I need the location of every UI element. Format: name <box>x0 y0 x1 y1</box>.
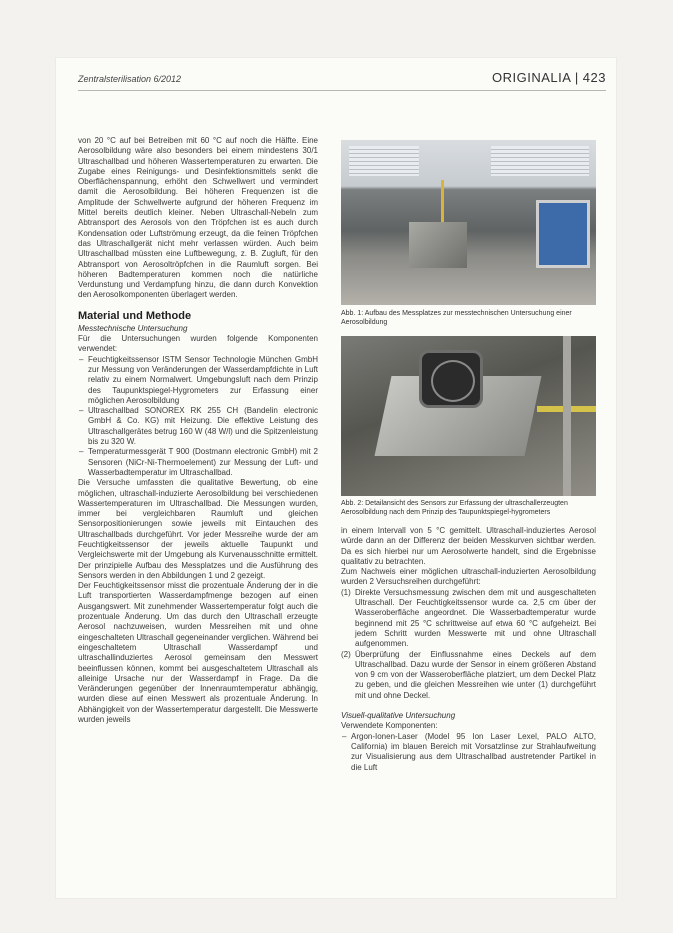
item-text: Direkte Versuchsmessung zwischen dem mit und ausgeschalteten Ultraschall. Der Feuchtigkeitssensor wurde ca. 2,5 cm über der Wasseroberfläche angeordnet. Die Wasserbadtemperatur wurde beginnend mit 25 °C schrittweise auf etwa 60 °C aufgeheizt. Bei jedem Schritt wurden Messwerte mit und ohne Ultraschall aufgenommen. <box>355 587 596 649</box>
section-page-number: ORIGINALIA | 423 <box>492 70 606 85</box>
fan-grille <box>419 350 483 408</box>
component-list <box>78 355 318 479</box>
left-column <box>78 136 318 725</box>
running-header <box>78 70 606 91</box>
right-column <box>341 526 596 773</box>
item-number: (2) <box>341 649 351 659</box>
stand-pole <box>563 336 571 496</box>
item-text: Überprüfung der Einflussnahme eines Deckels auf dem Ultraschallbad. Dazu wurde der Sensor in einem größeren Abstand von 9 cm von der Wasseroberfläche platziert, um dem Deckel Platz zu geben, und die gleichen Messreihen wie unter (1) durchgeführt mit und ohne Deckel. <box>355 649 596 700</box>
figure-2-photo <box>341 336 596 496</box>
intro-paragraph: von 20 °C auf bei Betreiben mit 60 °C auf noch die Hälfte. Eine Aerosolbildung wäre also besonders bei einem mindestens 30/1 Ultraschallbad und höheren Wassertemperaturen zu erwarten. Die Zugabe eines Reinigungs- und Desinfektionsmittels senkt die Oberflächenspannung, erhöht den Schwellwert und vermindert damit die Aerosolbildung. Bei höheren Frequenzen ist die Amplitude der Schwellwerte aufgrund der höheren Frequenz im Mittel bereits deutlich kleiner. Neben Ultraschall-Nebeln zum Abtransport des Aerosols von den Tröpfchen ist es auch durch Kondensation oder Luftströmung erzeugt, da die feinen Tröpfchen das Ultraschallgerät nicht mehr verlassen würden. Auch beim Ultraschallbad müssten eine Luftbewegung, z. B. Zugluft, für den Abtransport von Aerosoltröpfchen in die Raumluft sorgen. Bei höheren Badtemperaturen kommen noch die natürliche Verdunstung und Verdampfung hinzu, die dann durch Konvektion den Aerosolkomponenten überlagert werden. <box>78 136 318 300</box>
list-item <box>341 649 596 701</box>
visual-component-list <box>341 732 596 773</box>
test-series-intro: Zum Nachweis einer möglichen ultraschall-induzierten Aerosolbildung wurden 2 Versuchsreihen durchgeführt: <box>341 567 596 587</box>
sensor-paragraph: Der Feuchtigkeitssensor misst die prozentuale Änderung der in die Luft transportierten Wasserdampfmenge bezogen auf einen Ausgangswert. Mit zunehmender Wassertemperatur folgt auch die prozentuale Änderung. Um das durch den Ultraschall erzeugte Aerosol nachzuweisen, wurden Messreihen mit und ohne eingeschalteten Ultraschall gegeneinander verglichen. Während bei eingeschaltetem Ultraschall Wasserdampf und ultraschallinduziertes Aerosol gemeinsam den Messwert beeinflussen können, kommt bei ausgeschaltetem Ultraschall als alleinige Ursache nur der Wasserdampf in Frage. Da die Veränderungen gegenüber der Innenraumtemperatur abhängig, wurden diese auf einen Messwert als prozentuale Änderung. In Abhängigkeit von der Wassertemperatur dargestellt. Die Messwerte wurden jeweils <box>78 581 318 725</box>
ultrasonic-bath <box>409 222 467 268</box>
paper-page <box>56 58 616 898</box>
list-item: – Feuchtigkeitssensor ISTM Sensor Technologie München GmbH zur Messung von Veränderungen der Wasserdampfdichte in Luft relativ zu einem Normalwert. Umgebungsluft nach dem Prinzip des Taupunktspiegel-Hygrometers zur Erfassung einer möglichen Aerosolbildung <box>88 355 318 406</box>
list-item: – Temperaturmessgerät T 900 (Dostmann electronic GmbH) mit 2 Sensoren (NiCr-Ni-Thermoelement) zur Messung der Luft- und Wasserbadtemperatur im Ultraschallbad. <box>88 447 318 478</box>
list-item: – Ultraschallbad SONOREX RK 255 CH (Bandelin electronic GmbH & Co. KG) mit Heizung. Die effektive Leistung des Ultraschallgerätes betrug 160 W (48 W/l) und die Spitzenleistung bis zu 320 W. <box>88 406 318 447</box>
figure-1-photo <box>341 140 596 305</box>
section-heading: Material und Methode <box>78 309 192 322</box>
components-intro: Für die Untersuchungen wurden folgende Komponenten verwendet: <box>78 334 318 354</box>
list-item: – Argon-Ionen-Laser (Model 95 Ion Laser Lexel, PALO ALTO, California) im blauen Bereich mit Vorsatzlinse zur Strahlaufweitung zur Visualisierung aus dem Ultraschallbad austretender Partikel in die Luft <box>351 732 596 773</box>
window-blind <box>491 146 589 176</box>
window-blind <box>349 146 419 176</box>
subheading-measurement: Messtechnische Untersuchung <box>78 323 188 333</box>
monitor-screen <box>536 200 590 268</box>
test-series-list <box>341 588 596 701</box>
journal-name: Zentralsterilisation 6/2012 <box>78 74 182 84</box>
results-paragraph: in einem Intervall von 5 °C gemittelt. Ultraschall-induziertes Aerosol würde dann an der Differenz der beiden Messkurven sichtbar werden. Da es sich hierbei nur um Aerosolwerte handelt, sind die Ergebnisse qualitativ zu betrachten. <box>341 526 596 566</box>
visual-components-intro: Verwendete Komponenten: <box>341 721 438 731</box>
method-paragraph: Die Versuche umfassten die qualitative Bewertung, ob eine möglichen, ultraschall-induzierte Aerosolbildung bei verschiedenen Wassertemperaturen im Ultraschallbad. Die Messungen wurden, immer bei vergleichbaren Raumluft und gleichen Sensorpositionierungen sowie jeweils mit Eintauchen des Ultraschallbads durchgeführt. Vor jeder Messreihe wurde der am Feuchtigkeitssensor der jeweils aktuelle Taupunkt und Vergleichswerte mit der Umgebung als Kurvenausschnitte ermittelt. Der prinzipielle Aufbau des Messplatzes und die Ausführung des Sensors werden in den Abbildungen 1 und 2 gezeigt. <box>78 478 318 580</box>
figure-1-caption: Abb. 1: Aufbau des Messplatzes zur messtechnischen Untersuchung einer Aerosolbildung <box>341 310 572 326</box>
subheading-visual: Visuell-qualitative Untersuchung <box>341 711 456 721</box>
item-number: (1) <box>341 587 351 597</box>
figure-2-caption: Abb. 2: Detailansicht des Sensors zur Erfassung der ultraschallerzeugten Aerosolbildung nach dem Prinzip des Taupunktspiegel-hygrometers <box>341 500 568 516</box>
list-item <box>341 587 596 650</box>
